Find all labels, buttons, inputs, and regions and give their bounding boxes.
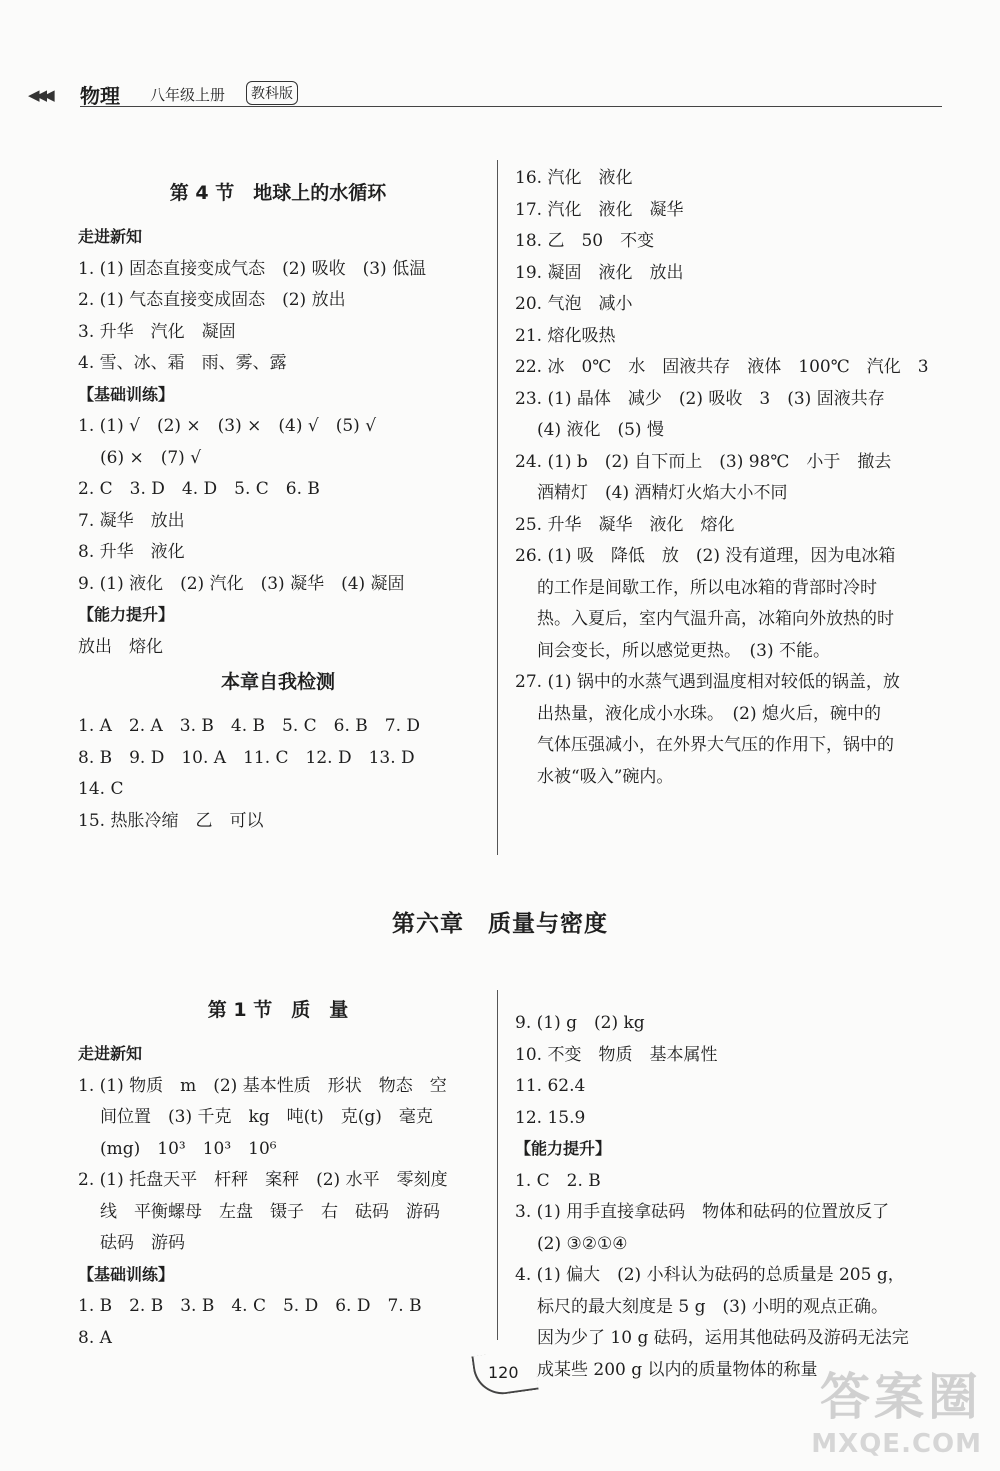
answer-line: 16. 汽化 液化 [515,168,633,188]
subsection-heading: 走进新知 [78,227,143,246]
answer-line: 2. (1) 气态直接变成固态 (2) 放出 [78,290,346,310]
subsection-heading: 【能力提升】 [515,1139,612,1158]
answer-line: 4. 雪、冰、霜 雨、雾、露 [78,353,287,373]
answer-line: 27. (1) 锅中的水蒸气遇到温度相对较低的锅盖，放 [515,672,900,692]
answer-line: 15. 热胀冷缩 乙 可以 [78,810,264,831]
answer-line: 8. 升华 液化 [78,542,185,562]
page-header [28,78,918,108]
subsection-heading: 【基础训练】 [78,1264,175,1284]
page-number: 120 [488,1363,519,1382]
answer-line: 10. 不变 物质 基本属性 [515,1044,718,1065]
answer-line: 7. 凝华 放出 [78,510,185,531]
answer-line: 因为少了 10 g 砝码，运用其他砝码及游码无法完 [537,1328,909,1348]
answer-line: 线 平衡螺母 左盘 镊子 右 砝码 游码 [100,1201,440,1222]
answer-line: 12. 15.9 [515,1107,586,1128]
answer-line: 出热量，液化成小水珠。 (2) 熄火后，碗中的 [537,703,881,724]
answer-line: 22. 冰 0℃ 水 固液共存 液体 100℃ 汽化 3 [515,357,929,377]
answer-line: 8. A [78,1327,112,1348]
answer-line: (4) 液化 (5) 慢 [537,420,664,440]
answer-line: 热。入夏后，室内气温升高，冰箱向外放热的时 [537,609,894,629]
answer-line: 1. (1) 物质 m (2) 基本性质 形状 物态 空 [78,1075,447,1096]
answer-line: 酒精灯 (4) 酒精灯火焰大小不同 [537,483,788,503]
chapter-title: 第六章 质量与密度 [392,911,608,937]
answer-line: 2. (1) 托盘天平 杆秤 案秤 (2) 水平 零刻度 [78,1170,448,1190]
answer-line: 24. (1) b (2) 自下而上 (3) 98℃ 小于 撤去 [515,451,892,472]
answer-line: 26. (1) 吸 降低 放 (2) 没有道理，因为电冰箱 [515,546,896,566]
section-title: 第 4 节 地球上的水循环 [169,182,387,204]
answer-line: 3. 升华 汽化 凝固 [78,321,236,342]
answer-line: 间会变长，所以感觉更热。 (3) 不能。 [537,640,830,661]
answer-line: 8. B 9. D 10. A 11. C 12. D 13. D [78,747,415,768]
answer-line: 的工作是间歇工作，所以电冰箱的背部时冷时 [537,577,877,598]
answer-line: 17. 汽化 液化 凝华 [515,199,684,220]
answer-line: 砝码 游码 [100,1233,185,1253]
answer-line: 9. (1) g (2) kg [515,1013,645,1033]
header-ornament-icon: ◀◀◀ [28,86,51,104]
column-divider-top [497,160,498,855]
answer-line: 4. (1) 偏大 (2) 小科认为砝码的总质量是 205 g， [515,1265,905,1285]
answer-line: 14. C [78,779,124,799]
answer-line: 1. C 2. B [515,1170,601,1191]
answer-line: 1. (1) √ (2) × (3) × (4) √ (5) √ [78,416,377,436]
subsection-heading: 走进新知 [78,1044,143,1063]
answer-line: 18. 乙 50 不变 [515,231,655,251]
header-grade: 八年级上册 [150,86,226,104]
answer-line: 19. 凝固 液化 放出 [515,262,684,283]
watermark [811,1357,982,1459]
watermark-url: MXQE.COM [811,1429,982,1459]
answer-line: 1. A 2. A 3. B 4. B 5. C 6. B 7. D [78,716,421,736]
header-subject: 物理 [80,84,120,108]
column-divider-bottom [497,990,498,1340]
answer-line: 20. 气泡 减小 [515,294,633,314]
answer-line: 放出 熔化 [78,636,163,657]
answer-line: (6) × (7) √ [100,447,202,468]
subsection-heading: 【基础训练】 [78,384,175,404]
subsection-heading: 【能力提升】 [78,605,175,624]
answer-line: 21. 熔化吸热 [515,325,616,346]
answer-line: 9. (1) 液化 (2) 汽化 (3) 凝华 (4) 凝固 [78,573,405,594]
answer-line: 气体压强减小，在外界大气压的作用下，锅中的 [537,735,894,755]
answer-line: (2) ③②①④ [537,1233,628,1254]
answer-line: 水被“吸入”碗内。 [537,766,674,787]
section-title: 第 1 节 质 量 [207,999,349,1021]
answer-line: 1. B 2. B 3. B 4. C 5. D 6. D 7. B [78,1296,422,1316]
watermark-brand: 答案圈 [820,1368,982,1426]
answer-line: 1. (1) 固态直接变成气态 (2) 吸收 (3) 低温 [78,258,427,279]
answer-line: 2. C 3. D 4. D 5. C 6. B [78,479,320,499]
answer-line: (mg) 10³ 10³ 10⁶ [100,1138,277,1159]
header-edition: 教科版 [246,81,298,105]
answer-line: 25. 升华 凝华 液化 熔化 [515,514,735,535]
section-title: 本章自我检测 [220,671,335,693]
answer-line: 间位置 (3) 千克 kg 吨(t) 克(g) 毫克 [100,1107,433,1127]
answer-line: 3. (1) 用手直接拿砝码 物体和砝码的位置放反了 [515,1202,890,1222]
answer-line: 成某些 200 g 以内的质量物体的称量 [537,1359,818,1380]
answer-line: 标尺的最大刻度是 5 g (3) 小明的观点正确。 [537,1296,888,1317]
header-rule [80,106,942,107]
answer-line: 11. 62.4 [515,1076,586,1096]
answer-line: 23. (1) 晶体 减少 (2) 吸收 3 (3) 固液共存 [515,388,885,409]
